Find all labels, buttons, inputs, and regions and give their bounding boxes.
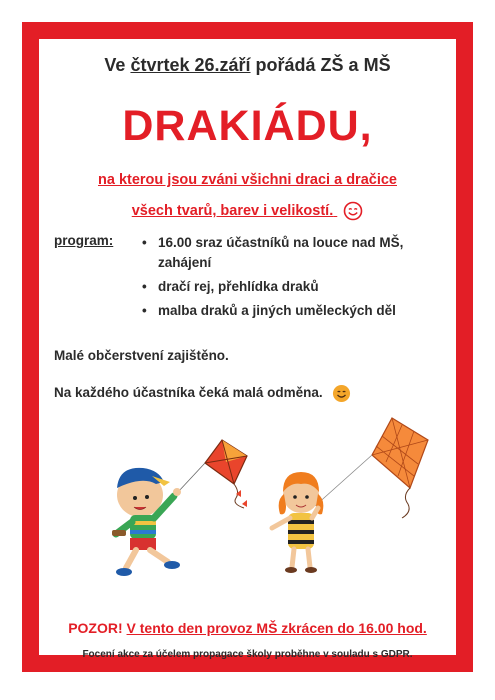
kite-icon bbox=[178, 440, 247, 508]
kite-icon bbox=[315, 418, 428, 518]
reward-note-text: Na každého účastníka čeká malá odměna. bbox=[54, 385, 323, 401]
girl-figure bbox=[272, 472, 323, 573]
warning-line bbox=[0, 620, 495, 636]
refreshment-note: Malé občerstvení zajištěno. bbox=[54, 348, 229, 363]
program-label: program: bbox=[54, 233, 114, 248]
program-item: • dračí rej, přehlídka draků bbox=[142, 277, 452, 297]
invite-line-2-text: všech tvarů, barev i velikostí. bbox=[131, 202, 334, 219]
header-prefix: Ve bbox=[104, 55, 126, 75]
warning-prefix: POZOR! bbox=[68, 620, 123, 636]
invite-line-1: na kterou jsou zváni všichni draci a dračice bbox=[98, 172, 397, 188]
gdpr-note: Focení akce za účelem propagace školy proběhne v souladu s GDPR. bbox=[82, 649, 413, 660]
header-date: čtvrtek 26.září bbox=[130, 55, 251, 75]
boy-figure bbox=[112, 468, 181, 576]
header-suffix: pořádá ZŠ a MŠ bbox=[255, 55, 391, 75]
warning-text: V tento den provoz MŠ zkrácen do 16.00 hod. bbox=[126, 620, 427, 636]
event-title: DRAKIÁDU, bbox=[122, 102, 373, 150]
program-item: • 16.00 sraz účastníků na louce nad MŠ, zahájení bbox=[142, 233, 452, 273]
program-item: • malba draků a jiných uměleckých děl bbox=[142, 301, 452, 321]
